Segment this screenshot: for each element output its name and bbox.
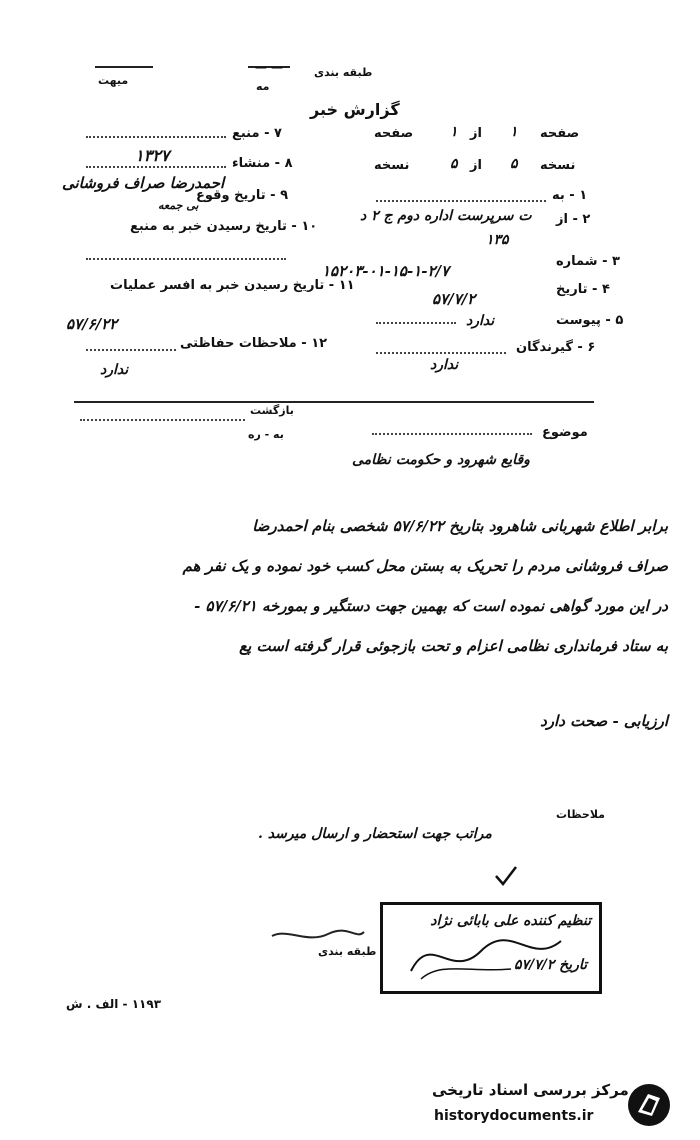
page-value: ۱: [510, 124, 518, 140]
page-label: صفحه: [540, 126, 580, 141]
field-9-label: ۹ - تاریخ وقوع: [196, 188, 289, 203]
subject-line: [372, 433, 532, 435]
field-10-line: [86, 258, 286, 260]
subject-label: موضوع: [542, 425, 588, 440]
field-2-label: ۲ - از: [556, 212, 591, 227]
field-11-label: ۱۱ - تاریخ رسیدن خبر به افسر عملیات: [110, 278, 355, 293]
body-line-4: به ستاد فرمانداری نظامی اعزام و تحت بازجوئی قرار گرفته است پع: [239, 637, 668, 655]
header-classification-hand: — —: [255, 60, 284, 74]
copy-of-value: ۵: [450, 156, 458, 172]
field-6-label: ۶ - گیرندگان: [516, 340, 596, 355]
field-2-value-2: ۱۳۵: [486, 232, 509, 248]
stamp-classification-label: طبقه بندی: [318, 945, 377, 958]
return-sub: به - ره: [248, 428, 284, 441]
evaluation-note: ارزیابی - صحت دارد: [540, 712, 668, 730]
page-title: گزارش خبر: [310, 100, 400, 119]
field-4-label: ۴ - تاریخ: [556, 282, 610, 297]
field-2-value: ت سرپرست اداره دوم ج ۲ د: [360, 208, 532, 224]
stamp-date: تاریخ ۵۷/۷/۲: [513, 957, 587, 973]
field-7-line: [86, 136, 226, 138]
field-8-label: ۸ - منشاء: [232, 156, 293, 171]
body-line-2: صراف فروشانی مردم را تحریک به بستن محل کسب خود نموده و یک نفر هم: [182, 557, 668, 575]
field-4-value: ۵۷/۷/۲: [432, 290, 476, 308]
field-11-value: ۵۷/۶/۲۲: [66, 315, 118, 333]
field-9-value-2: بی جمعه: [158, 199, 199, 212]
field-3-label: ۳ - شماره: [556, 254, 620, 269]
header-rule-left: [95, 66, 153, 68]
field-12-label: ۱۲ - ملاحظات حفاظتی: [180, 336, 328, 351]
author-stamp: [380, 902, 602, 994]
check-mark-icon: [494, 864, 518, 888]
return-label: بازگشت: [250, 404, 294, 417]
copy-value: ۵: [510, 156, 518, 172]
field-5-value: ندارد: [466, 313, 495, 329]
form-code: ۱۱۹۳ - الف . ش: [66, 997, 162, 1011]
field-7-label: ۷ - منبع: [232, 126, 282, 141]
field-10-label: ۱۰ - تاریخ رسیدن خبر به منبع: [130, 219, 318, 234]
header-mark-right: مه: [256, 80, 270, 93]
signature-scribble: [391, 921, 571, 985]
field-9-value: احمدرضا صراف فروشانی: [62, 174, 225, 192]
header-mark-left: میهت: [98, 74, 129, 87]
field-1-label: ۱ - به: [552, 188, 588, 203]
body-line-3: در این مورد گواهی نموده است که بهمین جهت دستگیر و بمورخه ۵۷/۶/۲۱ -: [194, 597, 668, 615]
field-5-label: ۵ - پیوست: [556, 313, 624, 328]
page-label-2: صفحه: [374, 126, 414, 141]
header-classification-label: طبقه بندی: [314, 66, 373, 79]
field-12-value: ندارد: [100, 362, 129, 378]
field-8-line: [86, 166, 226, 168]
field-6-line: [376, 352, 506, 354]
field-5-line: [376, 322, 456, 324]
field-6-value: ندارد: [430, 357, 459, 373]
field-3-value: ۱۵۲۰۳-۰۱-۱۵-۱-۲/۷: [322, 262, 450, 280]
copy-label: نسخه: [540, 158, 576, 173]
copy-of-label: از: [470, 158, 482, 173]
remarks-label: ملاحظات: [556, 808, 605, 821]
page-of-label: از: [470, 126, 482, 141]
field-8-value: ۱۳۲۷: [135, 146, 170, 165]
page-of-value: ۱: [450, 124, 458, 140]
subject-value: وقایع شهرود و حکومت نظامی: [352, 452, 530, 468]
stamp-scribble: [268, 926, 368, 946]
field-12-line: [86, 349, 176, 351]
remarks-text: مراتب جهت استحضار و ارسال میرسد .: [258, 826, 492, 842]
copy-label-2: نسخه: [374, 158, 410, 173]
section-divider: [74, 401, 594, 403]
return-line: [80, 419, 245, 421]
archive-logo-icon: [626, 1082, 672, 1128]
body-line-1: برابر اطلاع شهربانی شاهرود بتاریخ ۵۷/۶/۲۲ شخصی بنام احمدرضا: [252, 517, 668, 535]
stamp-author: تنظیم کننده علی بابائی نژاد: [430, 913, 591, 929]
logo-text-fa: مرکز بررسی اسناد تاریخی: [432, 1081, 629, 1099]
field-1-line: [376, 200, 546, 202]
logo-text-url: historydocuments.ir: [434, 1108, 594, 1124]
